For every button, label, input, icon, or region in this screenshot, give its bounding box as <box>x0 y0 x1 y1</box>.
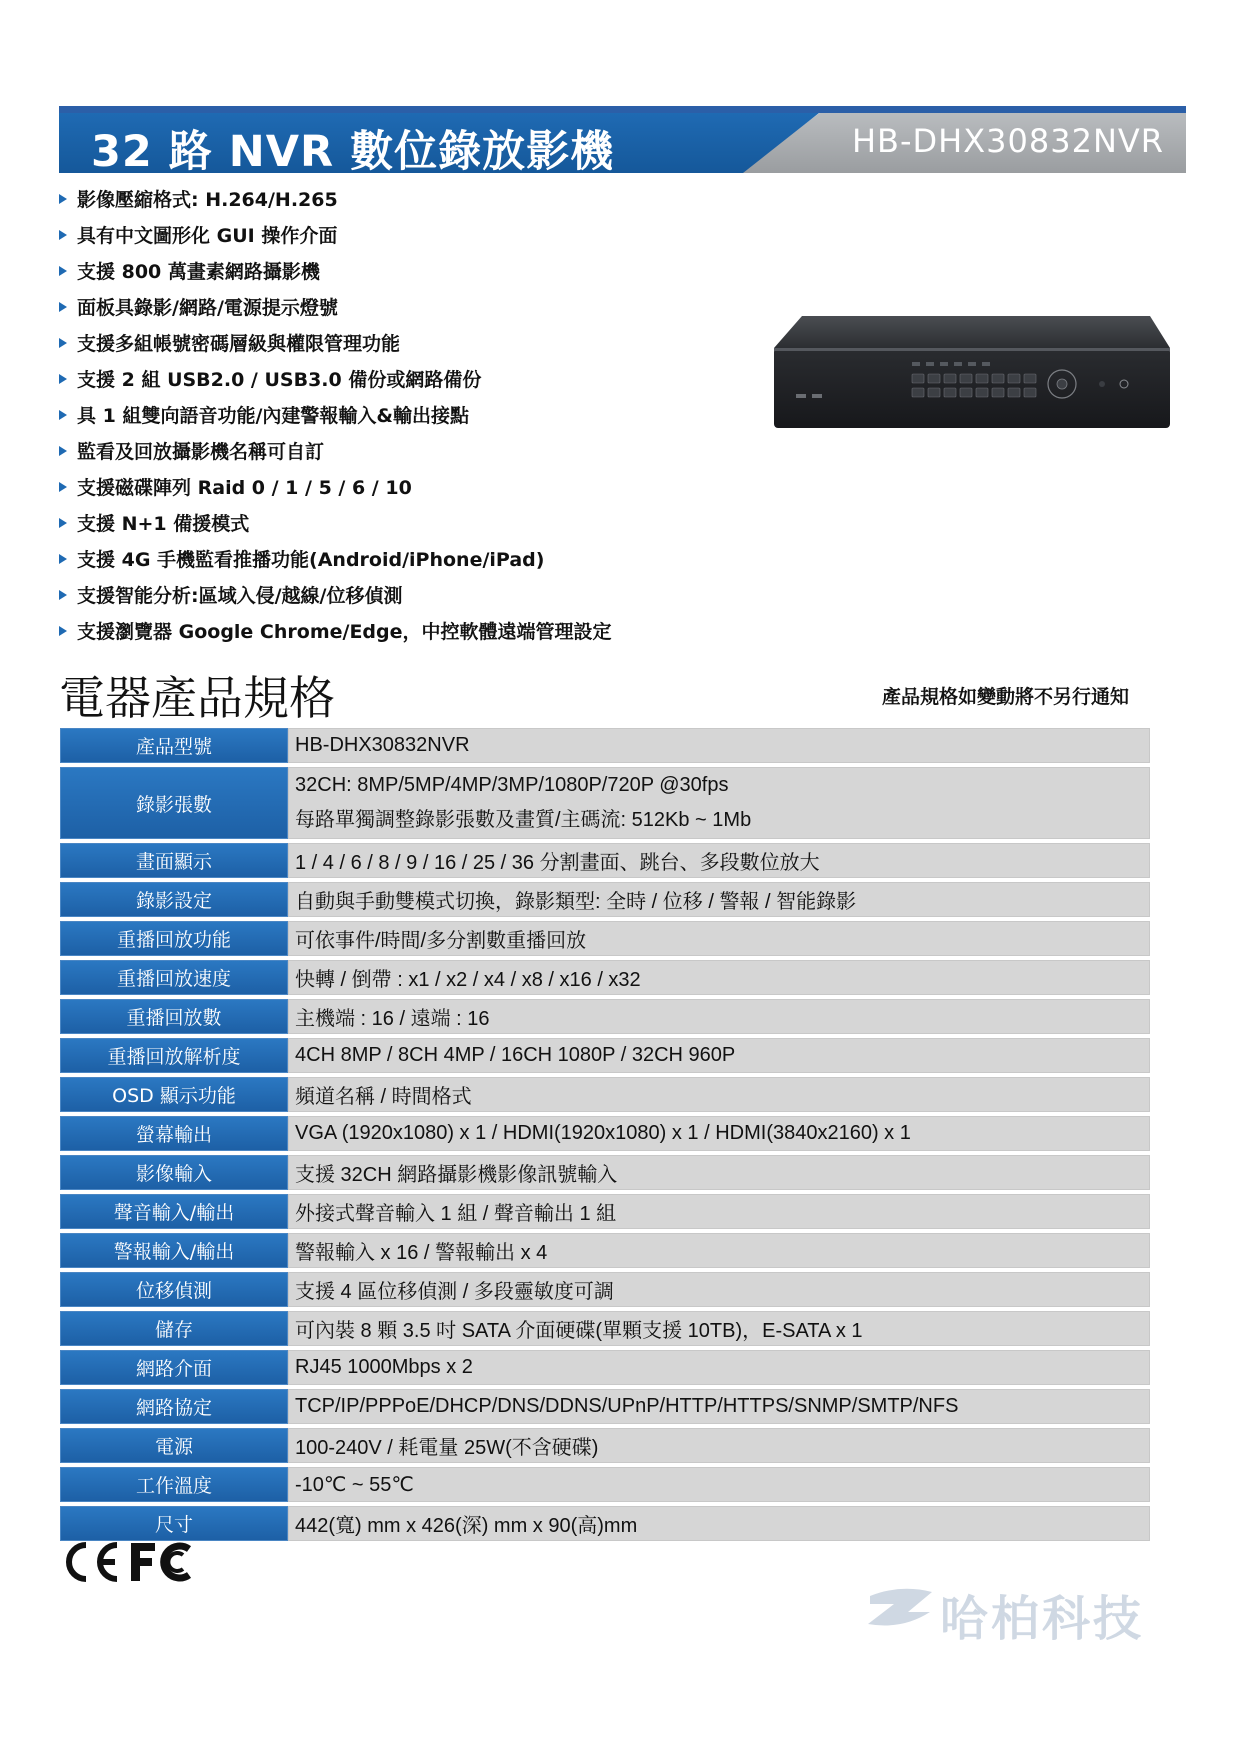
feature-item: 支援 800 萬畫素網路攝影機 <box>59 254 612 290</box>
feature-item: 支援 N+1 備援模式 <box>59 506 612 542</box>
spec-label: 錄影張數 <box>60 767 288 839</box>
spec-label: OSD 顯示功能 <box>60 1077 288 1112</box>
bullet-icon <box>59 194 67 204</box>
bullet-icon <box>59 302 67 312</box>
spec-title: 電器產品規格 <box>59 671 335 725</box>
nvr-device-image <box>772 312 1172 432</box>
table-row <box>60 1311 1150 1346</box>
bullet-icon <box>59 338 67 348</box>
table-row <box>60 843 1150 878</box>
spec-value: VGA (1920x1080) x 1 / HDMI(1920x1080) x 1 / HDMI(3840x2160) x 1 <box>288 1116 1150 1151</box>
spec-label: 錄影設定 <box>60 882 288 917</box>
spec-note: 產品規格如變動將不另行通知 <box>881 686 1129 708</box>
spec-value-line: 每路單獨調整錄影張數及畫質/主碼流: 512Kb ~ 1Mb <box>295 809 752 831</box>
spec-label: 位移偵測 <box>60 1272 288 1307</box>
bullet-icon <box>59 230 67 240</box>
bullet-icon <box>59 590 67 600</box>
table-row <box>60 767 1150 839</box>
spec-label: 聲音輸入/輸出 <box>60 1194 288 1229</box>
spec-value: TCP/IP/PPPoE/DHCP/DNS/DDNS/UPnP/HTTP/HTTPS/SNMP/SMTP/NFS <box>288 1389 1150 1424</box>
bullet-icon <box>59 410 67 420</box>
table-row <box>60 882 1150 917</box>
spec-label: 儲存 <box>60 1311 288 1346</box>
table-row <box>60 960 1150 995</box>
table-row <box>60 1272 1150 1307</box>
fcc-mark-icon <box>131 1543 189 1581</box>
spec-label: 重播回放解析度 <box>60 1038 288 1073</box>
spec-table <box>60 724 1150 1545</box>
feature-item: 支援多組帳號密碼層級與權限管理功能 <box>59 326 612 362</box>
spec-value: 可依事件/時間/多分割數重播回放 <box>288 921 1150 956</box>
spec-value-line: 32CH: 8MP/5MP/4MP/3MP/1080P/720P @30fps <box>295 774 729 796</box>
spec-label: 重播回放數 <box>60 999 288 1034</box>
model-number: HB-DHX30832NVR <box>851 122 1164 160</box>
spec-label: 電源 <box>60 1428 288 1463</box>
feature-item: 支援 2 組 USB2.0 / USB3.0 備份或網路備份 <box>59 362 612 398</box>
feature-item: 支援瀏覽器 Google Chrome/Edge，中控軟體遠端管理設定 <box>59 614 612 650</box>
spec-label: 網路介面 <box>60 1350 288 1385</box>
spec-label: 警報輸入/輸出 <box>60 1233 288 1268</box>
spec-value: 支援 4 區位移偵測 / 多段靈敏度可調 <box>288 1272 1150 1307</box>
feature-item: 影像壓縮格式: H.264/H.265 <box>59 182 612 218</box>
page-title: 32 路 NVR 數位錄放影機 <box>91 127 615 177</box>
spec-value: 主機端 : 16 / 遠端 : 16 <box>288 999 1150 1034</box>
bullet-icon <box>59 554 67 564</box>
spec-value: 支援 32CH 網路攝影機影像訊號輸入 <box>288 1155 1150 1190</box>
feature-item: 具有中文圖形化 GUI 操作介面 <box>59 218 612 254</box>
spec-value: HB-DHX30832NVR <box>288 728 1150 763</box>
spec-value: 頻道名稱 / 時間格式 <box>288 1077 1150 1112</box>
feature-item: 支援 4G 手機監看推播功能(Android/iPhone/iPad) <box>59 542 612 578</box>
spec-value: 1 / 4 / 6 / 8 / 9 / 16 / 25 / 36 分割畫面、跳台、多段數位放大 <box>288 843 1150 878</box>
table-row <box>60 728 1150 763</box>
spec-label: 重播回放功能 <box>60 921 288 956</box>
spec-label: 產品型號 <box>60 728 288 763</box>
bullet-icon <box>59 446 67 456</box>
feature-list <box>59 182 612 650</box>
spec-value: 外接式聲音輸入 1 組 / 聲音輸出 1 組 <box>288 1194 1150 1229</box>
header-banner <box>59 106 1186 176</box>
spec-value: 4CH 8MP / 8CH 4MP / 16CH 1080P / 32CH 960P <box>288 1038 1150 1073</box>
spec-label: 工作溫度 <box>60 1467 288 1502</box>
spec-value: RJ45 1000Mbps x 2 <box>288 1350 1150 1385</box>
table-row <box>60 999 1150 1034</box>
spec-label: 影像輸入 <box>60 1155 288 1190</box>
feature-item: 監看及回放攝影機名稱可自訂 <box>59 434 612 470</box>
feature-item: 具 1 組雙向語音功能/內建警報輸入&輸出接點 <box>59 398 612 434</box>
table-row <box>60 1194 1150 1229</box>
table-row <box>60 1389 1150 1424</box>
table-row <box>60 921 1150 956</box>
bullet-icon <box>59 518 67 528</box>
spec-label: 螢幕輸出 <box>60 1116 288 1151</box>
table-row <box>60 1038 1150 1073</box>
certification-marks <box>59 1537 209 1587</box>
spec-value: 警報輸入 x 16 / 警報輸出 x 4 <box>288 1233 1150 1268</box>
spec-label: 重播回放速度 <box>60 960 288 995</box>
brand-logo-icon <box>860 1578 940 1638</box>
spec-value: 可內裝 8 顆 3.5 吋 SATA 介面硬碟(單顆支援 10TB)，E-SATA x 1 <box>288 1311 1150 1346</box>
table-row <box>60 1233 1150 1268</box>
table-row <box>60 1350 1150 1385</box>
feature-item: 支援磁碟陣列 Raid 0 / 1 / 5 / 6 / 10 <box>59 470 612 506</box>
spec-value: 100-240V / 耗電量 25W(不含硬碟) <box>288 1428 1150 1463</box>
spec-value: 442(寬) mm x 426(深) mm x 90(高)mm <box>288 1506 1150 1541</box>
bullet-icon <box>59 626 67 636</box>
brand-name: 哈柏科技 <box>940 1591 1145 1647</box>
spec-value: -10℃ ~ 55℃ <box>288 1467 1150 1502</box>
table-row <box>60 1467 1150 1502</box>
bullet-icon <box>59 266 67 276</box>
spec-value: 自動與手動雙模式切換，錄影類型: 全時 / 位移 / 警報 / 智能錄影 <box>288 882 1150 917</box>
bullet-icon <box>59 374 67 384</box>
ce-mark-icon <box>69 1545 117 1579</box>
feature-item: 支援智能分析:區域入侵/越線/位移偵測 <box>59 578 612 614</box>
table-row <box>60 1428 1150 1463</box>
feature-item: 面板具錄影/網路/電源提示燈號 <box>59 290 612 326</box>
table-row <box>60 1155 1150 1190</box>
spec-label: 畫面顯示 <box>60 843 288 878</box>
table-row <box>60 1077 1150 1112</box>
table-row <box>60 1506 1150 1541</box>
table-row <box>60 1116 1150 1151</box>
spec-label: 網路協定 <box>60 1389 288 1424</box>
bullet-icon <box>59 482 67 492</box>
banner-topline <box>59 106 1186 113</box>
spec-value <box>288 767 1150 839</box>
spec-value: 快轉 / 倒帶 : x1 / x2 / x4 / x8 / x16 / x32 <box>288 960 1150 995</box>
spec-label: 尺寸 <box>60 1506 288 1541</box>
